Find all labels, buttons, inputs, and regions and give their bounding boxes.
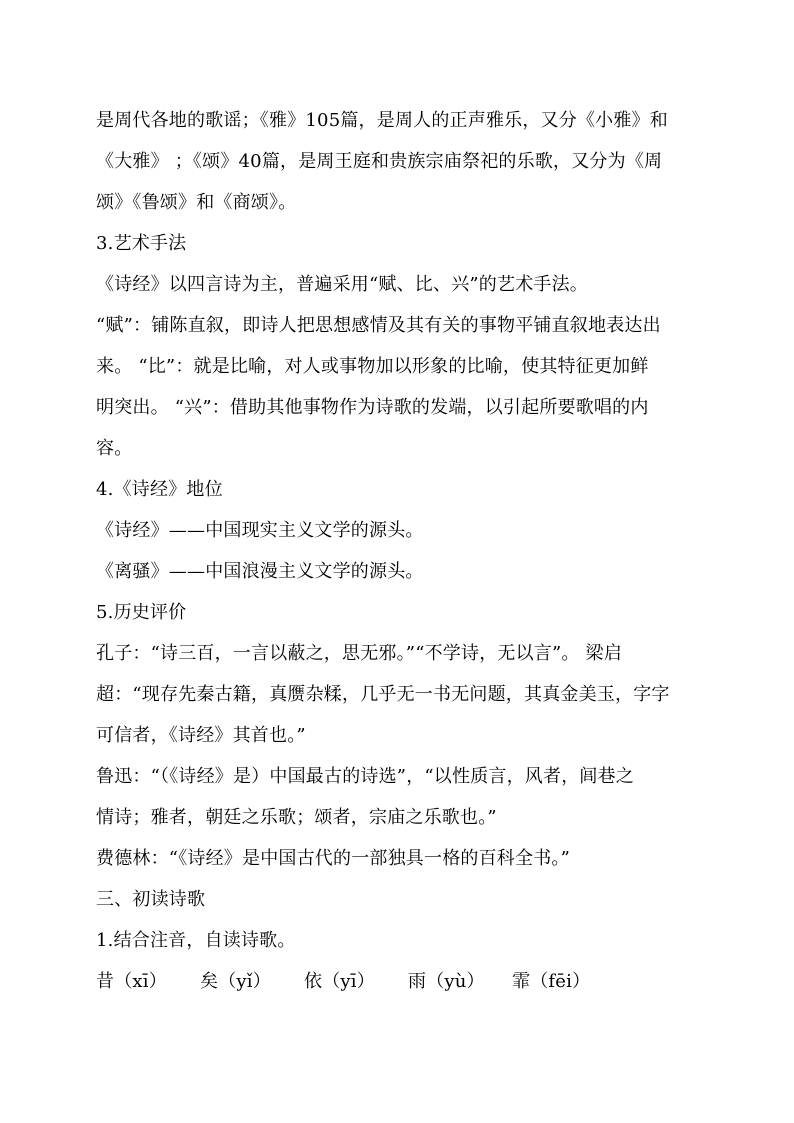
paragraph-line: 是周代各地的歌谣；《雅》105篇，是周人的正声雅乐，又分《小雅》和 [96, 110, 668, 131]
paragraph-line: 容。 [96, 438, 133, 459]
paragraph-line: 鲁迅：“（《诗经》是）中国最古的诗选”，“以性质言，风者，闾巷之 [96, 766, 635, 787]
section-heading: 4.《诗经》地位 [96, 479, 223, 500]
paragraph-line: 可信者，《诗经》其首也。” [96, 725, 306, 746]
pinyin-item: 昔（xī） [96, 971, 167, 992]
paragraph-line: 明突出。 “兴”：借助其他事物作为诗歌的发端，以引起所要歌唱的内 [96, 397, 649, 418]
pinyin-item: 雨（yù） [408, 971, 485, 992]
section-heading: 1.结合注音，自读诗歌。 [96, 930, 296, 951]
paragraph-line: 颂》《鲁颂》和《商颂》。 [96, 192, 297, 213]
paragraph-line: 费德林：“《诗经》是中国古代的一部独具一格的百科全书。” [96, 848, 571, 869]
section-heading: 5.历史评价 [96, 602, 187, 623]
paragraph-line: 超：“现存先秦古籍，真赝杂糅，几乎无一书无问题，其真金美玉，字字 [96, 684, 670, 705]
paragraph-line: 《离骚》——中国浪漫主义文学的源头。 [96, 561, 424, 582]
section-heading: 三、初读诗歌 [96, 889, 206, 910]
pinyin-item: 霏（fēi） [512, 971, 591, 992]
paragraph-line: 《大雅》 ；《颂》40篇，是周王庭和贵族宗庙祭祀的乐歌，又分为《周 [96, 151, 663, 172]
paragraph-line: 《诗经》——中国现实主义文学的源头。 [96, 520, 424, 541]
paragraph-line: “赋”：铺陈直叙，即诗人把思想感情及其有关的事物平铺直叙地表达出 [96, 315, 661, 336]
section-heading: 3.艺术手法 [96, 233, 187, 254]
pinyin-row [96, 961, 706, 1002]
paragraph-line: 来。 “比”：就是比喻，对人或事物加以形象的比喻，使其特征更加鲜 [96, 356, 649, 377]
pinyin-item: 矣（yǐ） [200, 971, 271, 992]
pinyin-item: 依（yī） [304, 971, 375, 992]
paragraph-line: 情诗；雅者，朝廷之乐歌；颂者，宗庙之乐歌也。” [96, 807, 497, 828]
paragraph-line: 《诗经》以四言诗为主，普遍采用“赋、比、兴”的艺术手法。 [96, 274, 589, 295]
document-body [96, 100, 706, 1002]
paragraph-line: 孔子：“诗三百，一言以蔽之，思无邪。”“不学诗，无以言”。 梁启 [96, 643, 622, 664]
